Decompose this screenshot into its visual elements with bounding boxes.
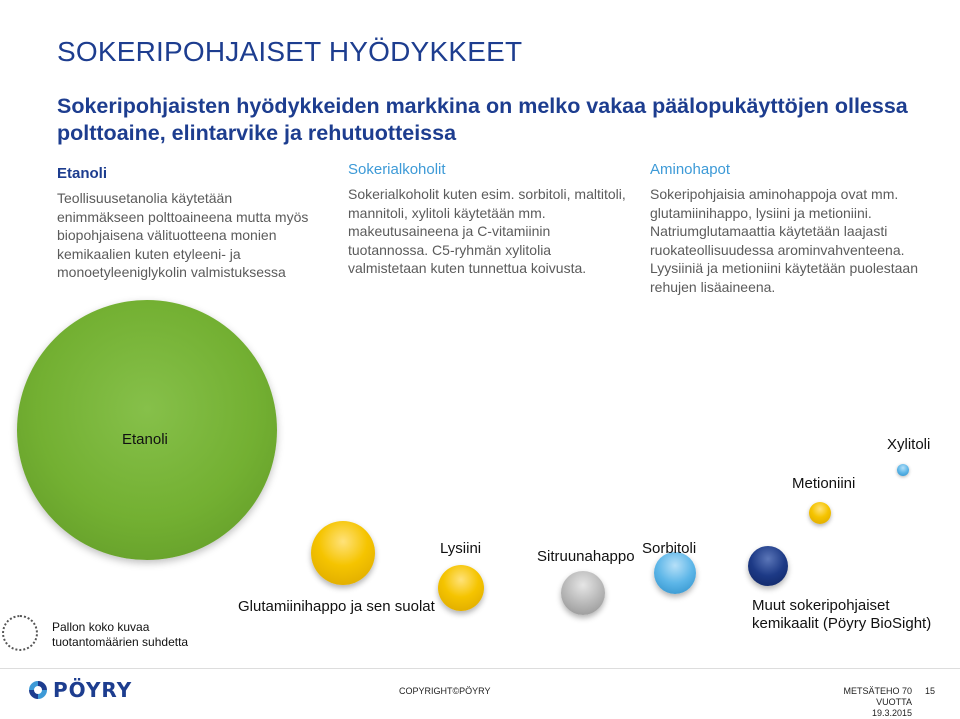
page-number: 15 — [925, 686, 936, 696]
bubble-sorbitoli — [654, 552, 696, 594]
footer-event: METSÄTEHO 70 VUOTTA — [843, 686, 912, 707]
poyry-logo-icon — [27, 679, 49, 701]
info-column-sokerialkoholit — [348, 161, 632, 278]
dotted-circle-icon — [2, 615, 38, 651]
page-title: SOKERIPOHJAISET HYÖDYKKEET — [57, 36, 523, 67]
info-column-aminohapot — [650, 161, 940, 297]
bubble-label-muut: Muut sokeripohjaiset kemikaalit (Pöyry BioSight) — [752, 597, 932, 632]
bubble-metioniini — [809, 502, 831, 524]
legend-text: Pallon koko kuvaa tuotantomäärien suhdetta — [52, 620, 189, 649]
info-body-sokerialkoholit: Sokerialkoholit kuten esim. sorbitoli, maltitoli, mannitoli, xylitoli käytetään mm. makeutusaineena ja C-vitamiinin tuotannossa. C5-ryhmän xylitolia valmistetaan kuten tunnettua koivusta. — [348, 186, 626, 277]
bubble-xylitoli — [897, 464, 909, 476]
footer-event-block — [812, 686, 912, 719]
info-heading-sokerialkoholit: Sokerialkoholit — [348, 161, 446, 178]
bubble-label-lysiini: Lysiini — [440, 540, 482, 557]
bubble-label-etanoli: Etanoli — [122, 431, 168, 448]
footer-divider — [0, 668, 960, 669]
bubble-sitruunahappo — [561, 571, 605, 615]
info-heading-aminohapot: Aminohapot — [650, 161, 731, 178]
info-column-etanoli — [57, 165, 319, 282]
bubble-glutamiinihappo — [311, 521, 375, 585]
logo-text: PÖYRY — [53, 678, 133, 702]
footer-copyright: COPYRIGHT©PÖYRY — [399, 686, 491, 696]
bubble-label-glutamiinihappo: Glutamiinihappo ja sen suolat — [238, 598, 435, 615]
bubble-label-xylitoli: Xylitoli — [887, 436, 931, 453]
bubble-lysiini — [438, 565, 484, 611]
bubble-label-metioniini: Metioniini — [792, 475, 856, 492]
bubble-muut — [748, 546, 788, 586]
bubble-etanoli — [17, 300, 277, 560]
bubble-label-sorbitoli: Sorbitoli — [642, 540, 697, 557]
info-heading-etanoli: Etanoli — [57, 165, 108, 182]
footer-date: 19.3.2015 — [871, 708, 912, 718]
company-logo — [27, 677, 132, 703]
info-body-etanoli: Teollisuusetanolia käytetään enimmäkseen polttoaineena mutta myös biopohjaisena välituotteena monien kemikaalien kuten etyleeni- ja monoetyleeniglykolin valmistuksessa — [57, 190, 309, 281]
info-body-aminohapot: Sokeripohjaisia aminohappoja ovat mm. glutamiinihappo, lysiini ja metioniini. Natriumglutamaattia käytetään laajasti ruokateollisuudessa arominvahventeena. Lyysiiniä ja metioniini käytetään puolestaan rehujen lisäaineena. — [650, 186, 918, 295]
page-subtitle: Sokeripohjaisten hyödykkeiden markkina on melko vakaa päälopukäyttöjen ollessa polttoaine, elintarvike ja rehutuotteissa — [57, 94, 908, 145]
bubble-label-sitruunahappo: Sitruunahappo — [537, 548, 635, 565]
